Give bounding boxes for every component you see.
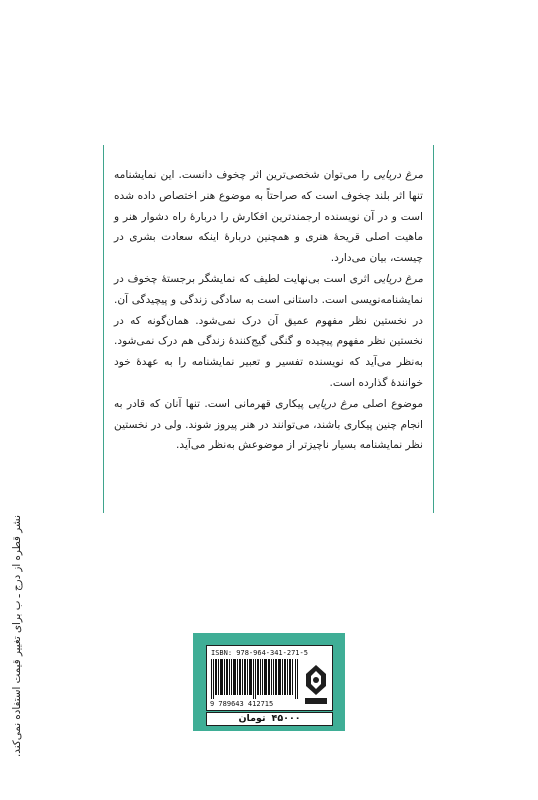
price-label <box>206 712 333 726</box>
barcode-digits: 9 789643 412715 <box>210 700 274 708</box>
blurb-paragraph-2 <box>114 269 423 394</box>
isbn-label: ISBN: 978-964-341-271-5 <box>211 649 308 657</box>
barcode-icon <box>211 659 299 699</box>
isbn-price-block <box>193 633 345 731</box>
blurb-paragraph-text: اثری است بی‌نهایت لطیف که نمایشگر برجستهٔ چخوف در نمایشنامه‌نویسی است. داستانی است به سادگی زندگی و پیچیدگی آن. در نخستین نظر مفهوم عمیق آن درک نمی‌شود. همان‌گونه که در نخستین نظر مفهوم پیچیده و گنگی گیج‌کنندهٔ زندگی هم درک نمی‌شود. به‌نظر می‌آید که نویسنده تفسیر و تعبیر نمایشنامه را به عهدهٔ خود خوانندهٔ گذارده است. <box>114 272 423 389</box>
price-currency: تومان <box>238 713 266 724</box>
blurb-paragraph-3 <box>114 394 423 456</box>
blurb-paragraph-prefix: موضوع اصلی <box>358 397 424 410</box>
book-title-italic: مرغ دریایی <box>373 169 424 181</box>
book-title-italic: مرغ دریایی <box>373 272 423 285</box>
blurb-paragraph-text: پیکاری قهرمانی است. تنها آنان که قادر به انجام چنین پیکاری باشند، می‌توانند در هنر پیروز شوند. ولی در نخستین نظر نمایشنامه بسیار ناچیزتر از موضوعش به‌نظر می‌آید. <box>114 397 423 452</box>
book-title-italic: مرغ دریایی <box>308 397 359 410</box>
blurb-paragraph-text: را می‌توان شخصی‌ترین اثر چخوف دانست. این نمایشنامه تنها اثر بلند چخوف است که صراحتاً به موضوع هنر اختصاص داده شده است و در آن نویسنده ارجمندترین افکارش را دربارهٔ راه دشوار هنر و ماهیت اصلی قریحهٔ هنری و همچنین دربارهٔ اینکه سعادت بشری در چیست، بیان می‌دارد. <box>114 169 423 265</box>
price-amount: ۴۵۰۰۰ <box>271 713 301 724</box>
blurb-frame <box>103 145 434 513</box>
blurb-paragraph-1 <box>114 165 423 269</box>
publisher-logo-icon <box>303 662 329 706</box>
barcode-panel <box>206 645 333 711</box>
blurb-text <box>114 165 423 456</box>
price-policy-notice: نشر قطره از درج‌ ـ ب برای تغییر قیمت استفاده نمی‌کند. <box>11 515 23 757</box>
